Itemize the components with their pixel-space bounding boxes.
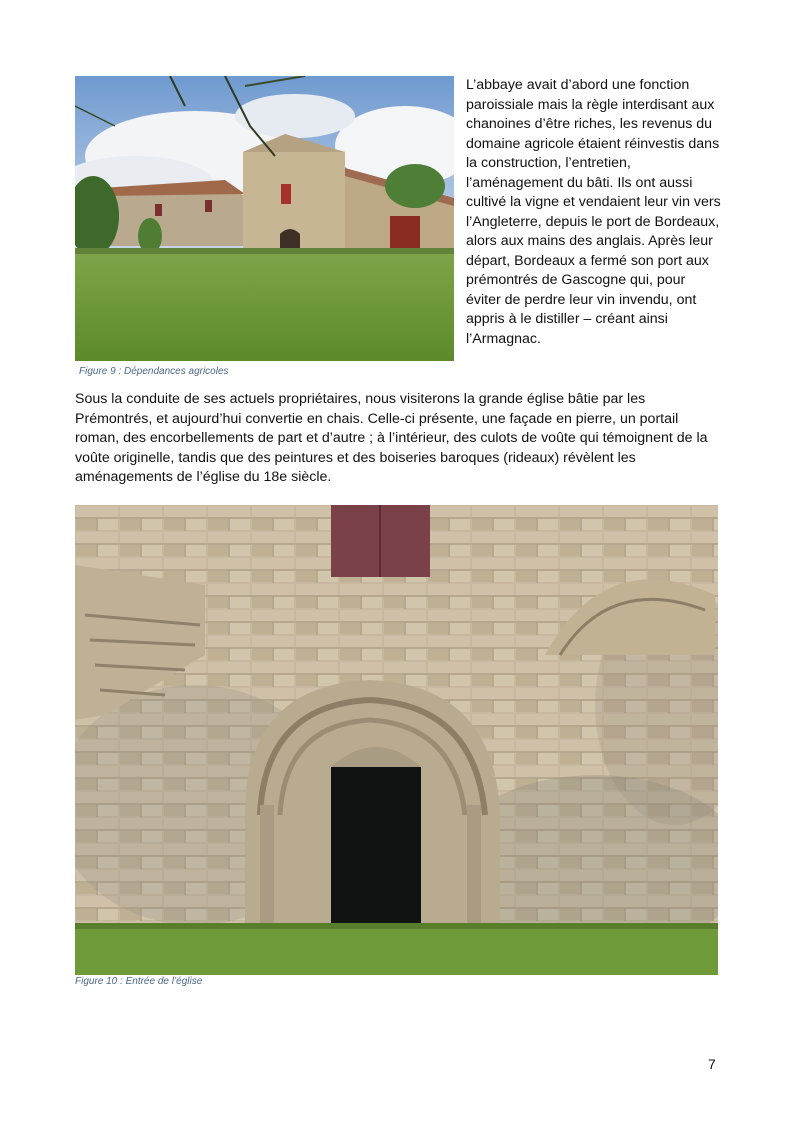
figure-10-caption: Figure 10 : Entrée de l’église [75, 976, 203, 987]
page-number: 7 [708, 1056, 716, 1072]
side-paragraph: L’abbaye avait d’abord une fonction paroissiale mais la règle interdisant aux chanoines d’être riches, les revenus du domaine agricole étaient réinvestis dans la construction, l’entretien, l’aménagement du bâti. Ils ont aussi cultivé la vigne et vendaient leur vin vers l’Angleterre, depuis le port de Bordeaux, alors aux mains des anglais. Après leur départ, Bordeaux a fermé son port aux prémontrés de Gascogne qui, pour éviter de perdre leur vin invendu, ont appris à le distiller – créant ainsi l’Armagnac. [466, 77, 721, 347]
main-paragraph: Sous la conduite de ses actuels propriétaires, nous visiterons la grande église bâtie par les Prémontrés, et aujourd’hui convertie en chais. Celle-ci présente, une façade en pierre, un portail roman, des encorbellements de part et d’autre ; à l’intérieur, des culots de voûte qui témoignent de la voûte originelle, tandis que des peintures et des boiseries baroques (rideaux) révèlent les aménagements de l’église du 18e siècle. [75, 391, 708, 485]
figure-9-photo [75, 76, 454, 361]
figure-10-photo [75, 505, 718, 975]
figure-9-caption: Figure 9 : Dépendances agricoles [79, 366, 229, 377]
